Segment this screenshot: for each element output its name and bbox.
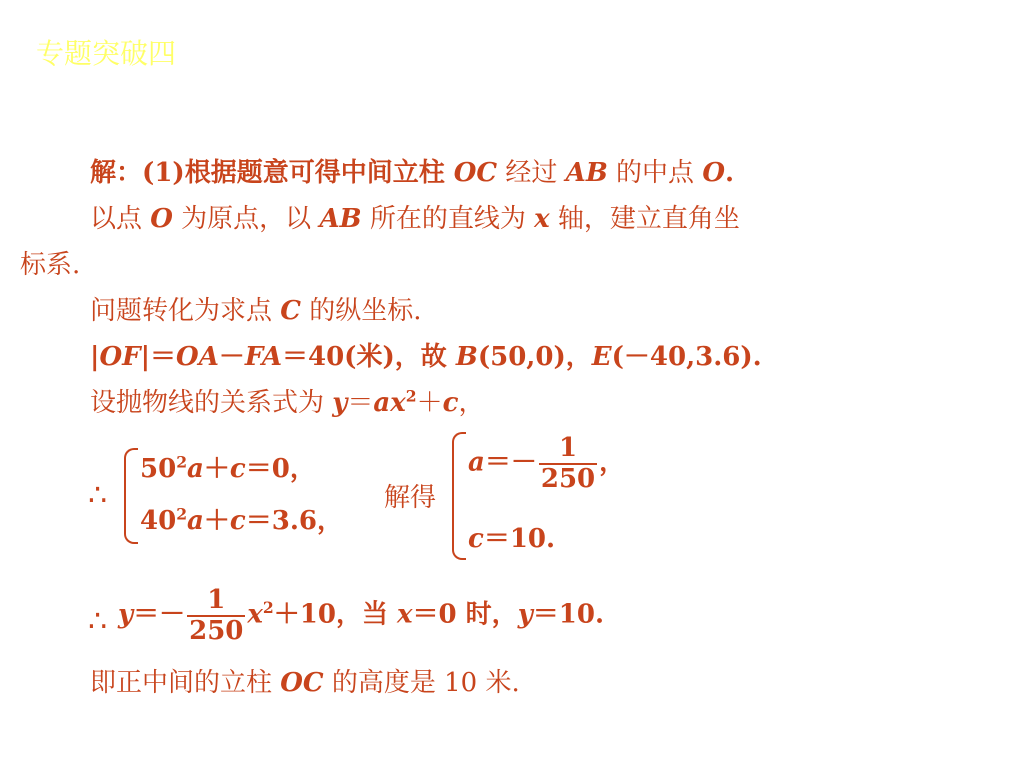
text: (－40,3.6). (611, 342, 762, 372)
system-2-equation-2 (468, 522, 555, 556)
system-1-equation-2 (140, 504, 343, 538)
variable: AB (319, 204, 362, 234)
variable: O (702, 158, 725, 188)
text: (50,0)， (477, 342, 592, 372)
variable: a (187, 454, 204, 484)
text: 问题转化为求点 (90, 296, 281, 326)
text: 设抛物线的关系式为 (90, 388, 333, 418)
text: ＋ (203, 454, 230, 484)
text: ＝0， (245, 454, 316, 484)
text: ＝ (347, 388, 374, 418)
variable: y (118, 599, 134, 630)
variable: x (397, 599, 413, 630)
therefore-symbol: ∴ (88, 478, 108, 513)
variable: AB (565, 158, 608, 188)
text: 为原点，以 (172, 204, 320, 234)
solution-label: 解： (90, 158, 143, 188)
variable: x (534, 204, 550, 234)
variable: ax (373, 388, 406, 418)
system-2-equation-1 (468, 434, 625, 493)
variable: FA (244, 342, 282, 372)
text: 标系. (20, 250, 81, 280)
section-title: 专题突破四 (36, 37, 177, 70)
text: － (218, 342, 245, 372)
fraction (187, 586, 245, 645)
solution-line-3 (20, 248, 80, 282)
variable: OA (176, 342, 219, 372)
text: 的高度是 10 米. (323, 668, 520, 698)
solution-line-1 (90, 156, 734, 190)
text: ＝0 时， (412, 599, 518, 630)
variable: y (332, 388, 348, 418)
solution-line-2 (90, 202, 740, 236)
variable: B (455, 342, 478, 372)
text: ＋10，当 (273, 599, 398, 630)
text: ， (458, 388, 485, 418)
text: ， (599, 447, 626, 478)
text: 40 (140, 506, 177, 536)
text: . (724, 158, 735, 188)
text: ＋ (416, 388, 443, 418)
therefore-symbol: ∴ (88, 604, 108, 639)
text: 即正中间的立柱 (90, 668, 281, 698)
text: 轴，建立直角坐 (549, 204, 740, 234)
solution-line-6 (90, 386, 484, 420)
variable: c (442, 388, 459, 418)
text: |＝ (140, 342, 177, 372)
solution-line-8 (90, 666, 520, 700)
text: ＝－ (133, 599, 186, 630)
solution-line-7 (118, 586, 604, 645)
variable: y (517, 599, 533, 630)
variable: OF (99, 342, 141, 372)
numerator: 1 (539, 434, 597, 465)
text: ＝10. (483, 524, 556, 554)
variable: x (247, 599, 263, 630)
text: ＝10. (532, 599, 605, 630)
variable: a (187, 506, 204, 536)
variable: c (229, 454, 246, 484)
variable: E (591, 342, 612, 372)
exponent: 2 (176, 504, 188, 524)
variable: OC (280, 668, 324, 698)
text: ＝3.6， (245, 506, 343, 536)
text: ＝－ (484, 447, 537, 478)
fraction (539, 434, 597, 493)
solve-label: 解得 (384, 483, 437, 513)
exponent: 2 (262, 597, 274, 617)
variable: C (280, 296, 301, 326)
text: | (90, 342, 100, 372)
exponent: 2 (405, 386, 417, 406)
text: 的中点 (607, 158, 703, 188)
text: 所在的直线为 (361, 204, 535, 234)
denominator: 250 (189, 615, 244, 646)
text: 以点 (90, 204, 151, 234)
numerator: 1 (187, 586, 245, 617)
left-brace (124, 448, 138, 544)
text: 经过 (497, 158, 566, 188)
text: ＋ (203, 506, 230, 536)
system-1-equation-1 (140, 452, 316, 486)
variable: OC (453, 158, 498, 188)
text: ＝40(米)，故 (282, 342, 456, 372)
solution-line-5 (90, 340, 762, 374)
exponent: 2 (176, 452, 188, 472)
solution-line-4 (90, 294, 422, 328)
variable: c (468, 524, 484, 554)
text: (1)根据题意可得中间立柱 (142, 158, 454, 188)
variable: a (468, 447, 485, 478)
variable: O (150, 204, 173, 234)
text: 50 (140, 454, 177, 484)
variable: c (229, 506, 246, 536)
denominator: 250 (540, 463, 596, 494)
text: 的纵坐标. (300, 296, 422, 326)
left-brace (452, 432, 466, 560)
